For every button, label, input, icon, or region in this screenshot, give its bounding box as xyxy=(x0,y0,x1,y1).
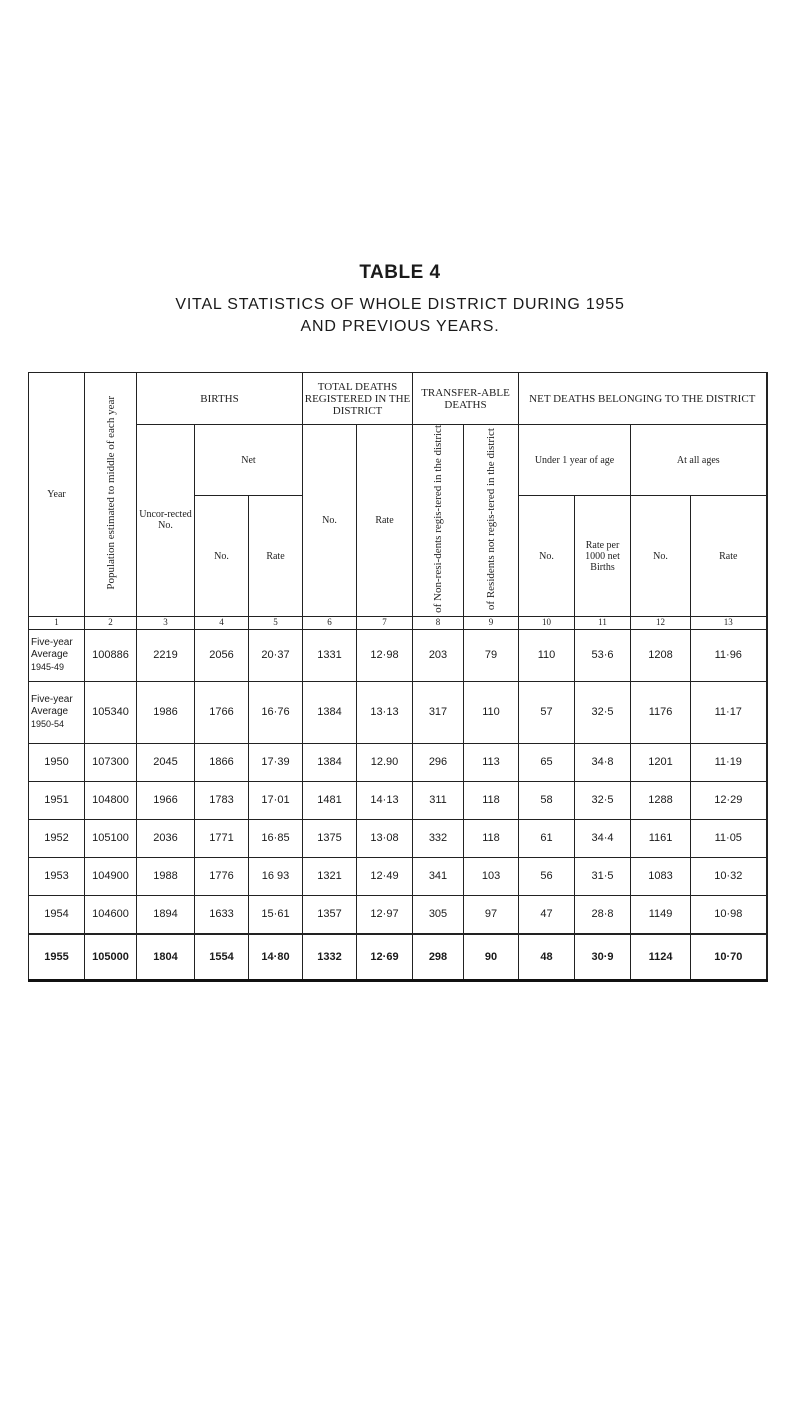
cell-deaths-rate: 13·08 xyxy=(357,819,413,857)
cell-deaths-no: 1332 xyxy=(303,934,357,981)
column-number: 9 xyxy=(464,616,519,629)
cell-res: 79 xyxy=(464,629,519,681)
row-year: 1950 xyxy=(29,743,85,781)
column-number: 7 xyxy=(357,616,413,629)
cell-all-no: 1083 xyxy=(631,857,691,895)
cell-uncorrected: 1894 xyxy=(137,895,195,934)
page-subtitle-line-2: AND PREVIOUS YEARS. xyxy=(300,318,500,335)
cell-all-rate: 11·17 xyxy=(691,681,767,743)
header-uncorrected: Uncor-rected No. xyxy=(137,425,195,617)
cell-deaths-rate: 12·98 xyxy=(357,629,413,681)
cell-uncorrected: 1986 xyxy=(137,681,195,743)
header-under-1-no: No. xyxy=(519,496,575,617)
header-all-ages-rate: Rate xyxy=(691,496,767,617)
cell-all-rate: 10·70 xyxy=(691,934,767,981)
cell-net-rate: 17·01 xyxy=(249,781,303,819)
cell-all-rate: 11·05 xyxy=(691,819,767,857)
cell-u1-no: 56 xyxy=(519,857,575,895)
cell-net-rate: 17·39 xyxy=(249,743,303,781)
header-residents-label: of Residents not regis-tered in the district xyxy=(485,427,497,610)
cell-u1-no: 61 xyxy=(519,819,575,857)
table-row xyxy=(29,895,767,934)
cell-all-rate: 11·19 xyxy=(691,743,767,781)
column-number: 4 xyxy=(195,616,249,629)
cell-res: 103 xyxy=(464,857,519,895)
cell-net-no: 1866 xyxy=(195,743,249,781)
cell-deaths-no: 1481 xyxy=(303,781,357,819)
cell-u1-no: 110 xyxy=(519,629,575,681)
cell-non-res: 317 xyxy=(413,681,464,743)
cell-net-no: 2056 xyxy=(195,629,249,681)
cell-res: 113 xyxy=(464,743,519,781)
cell-all-rate: 10·98 xyxy=(691,895,767,934)
row-year: 1955 xyxy=(29,934,85,981)
cell-u1-no: 65 xyxy=(519,743,575,781)
cell-u1-rate: 32·5 xyxy=(575,781,631,819)
cell-population: 100886 xyxy=(85,629,137,681)
cell-net-rate: 15·61 xyxy=(249,895,303,934)
cell-net-rate: 16·85 xyxy=(249,819,303,857)
table-row-current-year xyxy=(29,934,767,981)
column-number: 8 xyxy=(413,616,464,629)
cell-net-no: 1633 xyxy=(195,895,249,934)
cell-net-rate: 16 93 xyxy=(249,857,303,895)
cell-deaths-no: 1321 xyxy=(303,857,357,895)
cell-all-no: 1176 xyxy=(631,681,691,743)
page-subtitle-line-1: VITAL STATISTICS OF WHOLE DISTRICT DURING 1955 xyxy=(175,296,625,313)
cell-non-res: 203 xyxy=(413,629,464,681)
cell-net-rate: 20·37 xyxy=(249,629,303,681)
cell-deaths-rate: 13·13 xyxy=(357,681,413,743)
cell-deaths-no: 1357 xyxy=(303,895,357,934)
cell-net-no: 1783 xyxy=(195,781,249,819)
header-population xyxy=(85,373,137,617)
cell-all-no: 1201 xyxy=(631,743,691,781)
cell-u1-rate: 30·9 xyxy=(575,934,631,981)
header-population-label: Population estimated to middle of each year xyxy=(104,396,117,590)
column-number: 2 xyxy=(85,616,137,629)
vital-statistics-table-wrapper xyxy=(28,372,766,982)
header-total-deaths: TOTAL DEATHS REGISTERED IN THE DISTRICT xyxy=(303,373,413,425)
cell-all-no: 1149 xyxy=(631,895,691,934)
cell-population: 104600 xyxy=(85,895,137,934)
cell-res: 118 xyxy=(464,781,519,819)
table-row xyxy=(29,857,767,895)
cell-u1-rate: 32·5 xyxy=(575,681,631,743)
row-year: 1952 xyxy=(29,819,85,857)
cell-deaths-rate: 14·13 xyxy=(357,781,413,819)
cell-population: 107300 xyxy=(85,743,137,781)
cell-u1-rate: 28·8 xyxy=(575,895,631,934)
cell-u1-rate: 31·5 xyxy=(575,857,631,895)
header-all-ages-no: No. xyxy=(631,496,691,617)
cell-uncorrected: 1988 xyxy=(137,857,195,895)
cell-non-res: 332 xyxy=(413,819,464,857)
page-title: TABLE 4 xyxy=(359,262,441,283)
cell-u1-no: 48 xyxy=(519,934,575,981)
header-transferable-deaths: TRANSFER-ABLE DEATHS xyxy=(413,373,519,425)
header-deaths-rate: Rate xyxy=(357,425,413,617)
cell-population: 105000 xyxy=(85,934,137,981)
cell-all-rate: 10·32 xyxy=(691,857,767,895)
cell-deaths-rate: 12·97 xyxy=(357,895,413,934)
table-row xyxy=(29,819,767,857)
cell-u1-rate: 53·6 xyxy=(575,629,631,681)
cell-uncorrected: 2219 xyxy=(137,629,195,681)
cell-all-rate: 12·29 xyxy=(691,781,767,819)
cell-res: 118 xyxy=(464,819,519,857)
header-net-no: No. xyxy=(195,496,249,617)
cell-all-no: 1208 xyxy=(631,629,691,681)
row-year: 1953 xyxy=(29,857,85,895)
table-row xyxy=(29,629,767,681)
cell-population: 105100 xyxy=(85,819,137,857)
cell-res: 90 xyxy=(464,934,519,981)
cell-non-res: 305 xyxy=(413,895,464,934)
cell-u1-rate: 34·4 xyxy=(575,819,631,857)
year-line-1: Five-year xyxy=(31,694,73,706)
cell-non-res: 341 xyxy=(413,857,464,895)
header-net-deaths: NET DEATHS BELONGING TO THE DISTRICT xyxy=(519,373,767,425)
cell-uncorrected: 2045 xyxy=(137,743,195,781)
row-year: 1951 xyxy=(29,781,85,819)
header-deaths-no: No. xyxy=(303,425,357,617)
cell-uncorrected: 1804 xyxy=(137,934,195,981)
header-net-rate: Rate xyxy=(249,496,303,617)
column-number: 3 xyxy=(137,616,195,629)
year-line-3: 1945-49 xyxy=(31,662,65,673)
cell-net-no: 1554 xyxy=(195,934,249,981)
cell-non-res: 311 xyxy=(413,781,464,819)
header-rate-per-1000: Rate per 1000 net Births xyxy=(575,496,631,617)
cell-population: 105340 xyxy=(85,681,137,743)
header-year: Year xyxy=(29,373,85,617)
cell-all-rate: 11·96 xyxy=(691,629,767,681)
column-number: 6 xyxy=(303,616,357,629)
header-non-residents-label: of Non-resi-dents regis-tered in the district xyxy=(432,425,444,613)
header-residents xyxy=(464,425,519,617)
header-net: Net xyxy=(195,425,303,496)
cell-deaths-no: 1384 xyxy=(303,681,357,743)
cell-non-res: 296 xyxy=(413,743,464,781)
cell-population: 104800 xyxy=(85,781,137,819)
cell-u1-rate: 34·8 xyxy=(575,743,631,781)
header-non-residents xyxy=(413,425,464,617)
column-number-row xyxy=(29,616,767,629)
column-number: 13 xyxy=(691,616,767,629)
column-number: 1 xyxy=(29,616,85,629)
cell-non-res: 298 xyxy=(413,934,464,981)
cell-population: 104900 xyxy=(85,857,137,895)
column-number: 10 xyxy=(519,616,575,629)
cell-deaths-no: 1331 xyxy=(303,629,357,681)
cell-deaths-no: 1375 xyxy=(303,819,357,857)
header-births: BIRTHS xyxy=(137,373,303,425)
row-year: 1954 xyxy=(29,895,85,934)
cell-uncorrected: 2036 xyxy=(137,819,195,857)
cell-u1-no: 47 xyxy=(519,895,575,934)
cell-all-no: 1124 xyxy=(631,934,691,981)
table-row xyxy=(29,781,767,819)
column-number: 11 xyxy=(575,616,631,629)
cell-net-no: 1771 xyxy=(195,819,249,857)
year-line-2: Average xyxy=(31,706,69,718)
table-row xyxy=(29,743,767,781)
table-row xyxy=(29,681,767,743)
cell-net-no: 1776 xyxy=(195,857,249,895)
year-line-2: Average xyxy=(31,649,69,661)
cell-u1-no: 57 xyxy=(519,681,575,743)
cell-deaths-rate: 12·69 xyxy=(357,934,413,981)
cell-net-rate: 14·80 xyxy=(249,934,303,981)
cell-net-rate: 16·76 xyxy=(249,681,303,743)
header-under-1: Under 1 year of age xyxy=(519,425,631,496)
column-number: 12 xyxy=(631,616,691,629)
row-year xyxy=(29,681,85,743)
column-number: 5 xyxy=(249,616,303,629)
cell-res: 97 xyxy=(464,895,519,934)
row-year xyxy=(29,629,85,681)
header-all-ages: At all ages xyxy=(631,425,767,496)
cell-deaths-rate: 12·49 xyxy=(357,857,413,895)
cell-res: 110 xyxy=(464,681,519,743)
year-line-3: 1950-54 xyxy=(31,719,65,730)
cell-deaths-rate: 12.90 xyxy=(357,743,413,781)
cell-all-no: 1288 xyxy=(631,781,691,819)
cell-u1-no: 58 xyxy=(519,781,575,819)
year-line-1: Five-year xyxy=(31,637,73,649)
cell-all-no: 1161 xyxy=(631,819,691,857)
vital-statistics-table xyxy=(28,372,768,982)
cell-uncorrected: 1966 xyxy=(137,781,195,819)
cell-net-no: 1766 xyxy=(195,681,249,743)
cell-deaths-no: 1384 xyxy=(303,743,357,781)
